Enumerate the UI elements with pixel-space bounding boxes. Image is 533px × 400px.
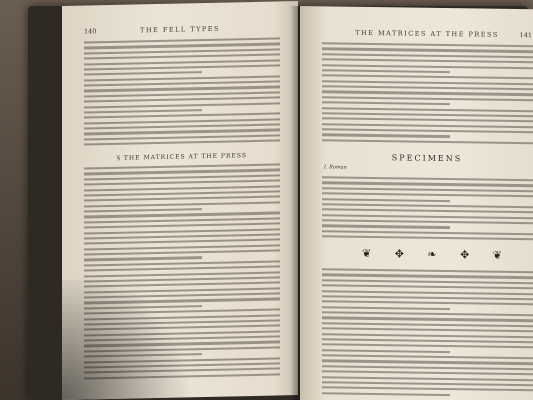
text-line: [322, 80, 533, 85]
text-line: [322, 134, 450, 138]
text-line: [322, 209, 533, 214]
text-line: [322, 107, 533, 112]
text-line: [322, 139, 533, 144]
text-line: [322, 311, 533, 316]
specimen-subheading: I. Roman: [324, 164, 347, 171]
text-line: [84, 102, 280, 108]
ornament-glyph: ❧: [427, 247, 437, 261]
left-running-head: THE FELL TYPES: [140, 24, 220, 35]
text-line: [322, 306, 450, 310]
text-line: [322, 290, 533, 295]
text-line: [322, 214, 533, 219]
text-line: [322, 376, 533, 381]
left-page-number: 140: [84, 27, 97, 36]
text-line: [322, 360, 533, 365]
text-line: [84, 71, 202, 76]
specimens-heading: SPECIMENS: [391, 153, 463, 164]
text-line: [322, 101, 450, 105]
text-line: [322, 268, 533, 273]
ornament-glyph: ✥: [394, 247, 404, 261]
ornament-glyph: ❦: [362, 246, 372, 260]
text-line: [322, 58, 533, 63]
text-line: [322, 274, 533, 279]
text-line: [322, 128, 533, 133]
text-line: [322, 176, 533, 181]
text-line: [84, 208, 202, 213]
text-line: [322, 301, 533, 306]
text-line: [322, 42, 533, 47]
text-line: [322, 48, 533, 53]
text-line: [322, 365, 533, 370]
text-line: [322, 279, 533, 284]
text-line: [84, 201, 280, 207]
text-line: [322, 85, 533, 90]
right-page-number: 141: [519, 31, 532, 40]
text-line: [322, 198, 450, 202]
ornament-row: [362, 247, 502, 262]
left-section-heading: § THE MATRICES AT THE PRESS: [117, 152, 247, 162]
right-page: [300, 6, 533, 400]
text-line: [322, 53, 533, 58]
text-line: [84, 256, 202, 261]
text-line: [84, 140, 280, 146]
ornament-glyph: ❦: [492, 248, 502, 262]
right-body-text-bottom: [322, 268, 533, 400]
right-specimen-text: [322, 176, 533, 243]
text-line: [322, 370, 533, 375]
left-body-text-top: [84, 37, 280, 149]
text-line: [84, 109, 202, 114]
right-body-text-top: [322, 42, 533, 147]
text-line: [322, 327, 533, 332]
text-line: [322, 192, 533, 197]
text-line: [322, 112, 533, 117]
text-line: [322, 381, 533, 386]
text-line: [322, 295, 533, 300]
ornament-glyph: ✥: [460, 248, 470, 262]
text-line: [322, 69, 450, 73]
open-book: [28, 6, 532, 400]
text-line: [322, 75, 533, 80]
text-line: [322, 317, 533, 322]
page-corner-shadow: [62, 277, 202, 400]
text-line: [322, 219, 533, 224]
text-line: [322, 235, 533, 240]
text-line: [322, 392, 450, 396]
left-page: [62, 1, 298, 400]
text-line: [322, 203, 533, 208]
text-line: [322, 91, 533, 96]
text-line: [322, 123, 533, 128]
text-line: [322, 182, 533, 187]
right-running-head: THE MATRICES AT THE PRESS: [355, 28, 499, 39]
text-line: [322, 118, 533, 123]
text-line: [84, 64, 280, 70]
text-line: [322, 230, 533, 235]
text-line: [322, 225, 450, 229]
text-line: [322, 338, 533, 343]
text-line: [322, 187, 533, 192]
text-line: [322, 64, 533, 69]
text-line: [322, 333, 533, 338]
text-line: [322, 322, 533, 327]
text-line: [322, 96, 533, 101]
text-line: [322, 284, 533, 289]
text-line: [322, 354, 533, 359]
text-line: [322, 349, 450, 353]
text-line: [84, 249, 280, 255]
text-line: [322, 387, 533, 392]
text-line: [322, 344, 533, 349]
